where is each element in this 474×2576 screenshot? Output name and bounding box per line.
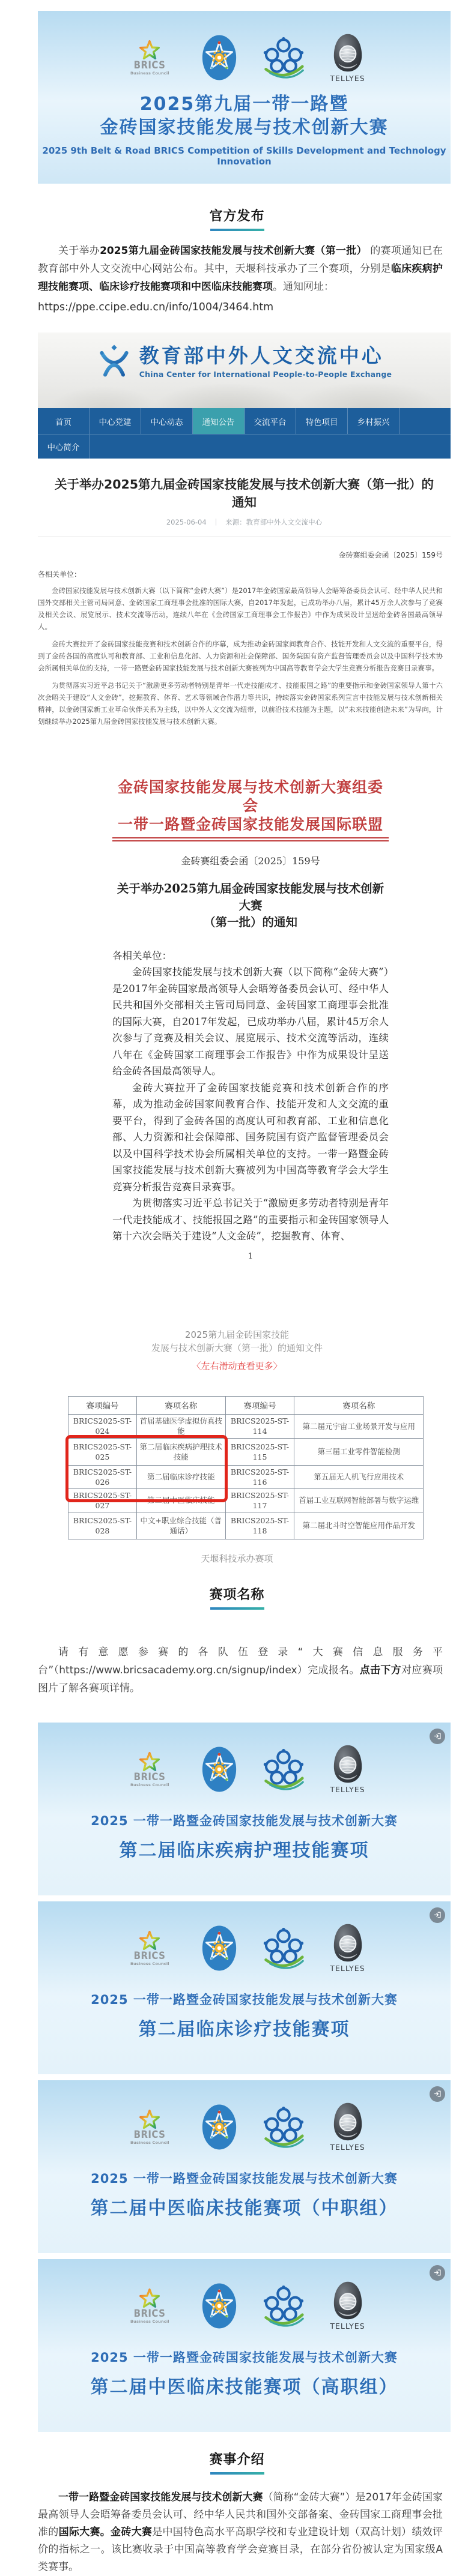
ccipe-logo-icon [97, 344, 132, 379]
letter-salutation: 各相关单位： [112, 950, 172, 961]
banner-tcm-secondary[interactable] [38, 2080, 451, 2253]
hero-subtitle-en: 2025 9th Belt & Road BRICS Competition of Skills Development and Technology Innovation [42, 145, 446, 167]
tellyes-wordmark: TELLYES [330, 73, 365, 83]
banner-event-title: 第二届临床疾病护理技能赛项 [119, 1840, 369, 1861]
announce-paragraph [38, 242, 443, 296]
brics-star-icon [139, 40, 160, 60]
banner-event-title: 第二届临床诊疗技能赛项 [138, 2018, 350, 2040]
official-letter-scan [112, 778, 389, 1261]
article-date: 2025-06-04 [166, 518, 207, 526]
nav-item-party: 中心党建 [90, 408, 141, 434]
cell-name: 第二届临床疾病护理技术技能 [136, 1438, 225, 1465]
letter-paragraph-1: 金砖国家技能发展与技术创新大赛（以下简称“金砖大赛”）是2017年金砖国家最高领导人会晤筹备委员会认可、经中华人民共和国外交部相关主管司局同意、金砖国家工商理事会批准的国际大赛，自2017年发起，已成功举办八届，累计45万余人次参与了竞赛及相关会议、展览展示、技术交流等活动，连续八年在《金砖国家工商理事会工作报告》中作为成果设计呈送给金砖各国最高领导人。 [112, 966, 389, 1077]
banner-event-title: 第二届中医临床技能赛项（中职组） [90, 2197, 398, 2219]
letter-org-line1: 金砖国家技能发展与技术创新大赛组委会 [117, 778, 383, 814]
banner-tcm-vocational[interactable] [38, 2259, 451, 2432]
enter-icon [430, 1729, 445, 1744]
tellyes-wordmark: TELLYES [330, 1785, 365, 1794]
brics-sub-wordmark: Business Council [130, 2140, 169, 2145]
col-header-code-2: 赛项编号 [225, 1396, 294, 1414]
nav-item-home: 首页 [38, 408, 90, 434]
section-official-release [0, 209, 474, 231]
announce-tail: 。通知网址： [273, 281, 334, 293]
section-title: 赛项名称 [209, 1587, 265, 1602]
brics-wordmark: BRICS [133, 59, 166, 71]
logo-row [38, 1723, 451, 1796]
section-event-intro [0, 2452, 474, 2475]
knot-emblem-icon [263, 37, 305, 79]
cell-code: BRICS2025-ST-025 [68, 1438, 137, 1465]
tellyes-wordmark: TELLYES [330, 2322, 365, 2331]
skills-competition-emblem-icon [201, 1924, 237, 1972]
site-article [38, 459, 451, 739]
brics-sub-wordmark: Business Council [130, 2319, 169, 2324]
cell-code: BRICS2025-ST-114 [225, 1414, 294, 1438]
brics-wordmark: BRICS [133, 2128, 166, 2141]
site-name: 教育部中外人文交流中心 [139, 343, 384, 367]
table-row [68, 1438, 424, 1465]
document-caption [0, 1328, 474, 1355]
col-header-name-1: 赛项名称 [136, 1396, 225, 1414]
letter-title-line2: （第一批）的通知 [203, 915, 297, 929]
cell-name: 第二届元宇宙工业场景开发与应用 [294, 1414, 424, 1438]
swipe-hint: 〈左右滑动查看更多〉 [192, 1360, 282, 1371]
knot-emblem-icon [263, 1748, 305, 1790]
banner-competition-line: 2025 一带一路暨金砖国家技能发展与技术创新大赛 [91, 1992, 398, 2007]
brics-wordmark: BRICS [133, 2307, 166, 2320]
announce-bold-competition: 2025第九届金砖国家技能发展与技术创新大赛（第一批） [100, 245, 367, 257]
cell-name: 中文+职业综合技能（普通话） [136, 1512, 225, 1539]
brics-star-icon [139, 2288, 160, 2308]
logo-row [38, 11, 451, 84]
notice-url: https://ppe.ccipe.edu.cn/info/1004/3464.htm [38, 301, 274, 313]
about-paragraph [38, 2489, 443, 2576]
site-nav [38, 408, 451, 434]
logo-row [38, 2080, 451, 2153]
cell-code: BRICS2025-ST-026 [68, 1465, 137, 1488]
enter-icon [430, 2265, 445, 2281]
tellyes-logo [330, 2102, 365, 2152]
cell-code: BRICS2025-ST-117 [225, 1488, 294, 1512]
letter-paragraph-2: 金砖大赛拉开了金砖国家技能竞赛和技术创新合作的序幕，成为推动金砖国家间教育合作、技能开发和人文交流的重要平台，得到了金砖各国的高度认可和教育部、工业和信息化部、人力资源和社会保障部、国务院国有资产监督管理委员会以及中国科学技术协会所属相关单位的支持。一带一路暨金砖国家技能发展与技术创新大赛被列为中国高等教育学会大学生竞赛分析报告竞赛目录赛事。 [112, 1082, 389, 1193]
brics-wordmark: BRICS [133, 1949, 166, 1962]
document-caption-line2: 发展与技术创新大赛（第一批）的通知文件 [151, 1342, 323, 1353]
event-schedule-table[interactable] [68, 1396, 424, 1539]
article-doc-number: 金砖赛组委会函〔2025〕159号 [338, 551, 443, 559]
knot-emblem-icon [263, 1927, 305, 1969]
skills-competition-emblem-icon [201, 2103, 237, 2151]
article-salutation: 各相关单位： [38, 570, 82, 579]
article-paragraph-3: 为贯彻落实习近平总书记关于“激励更多劳动者特别是青年一代走技能成才、技能报国之路”的重要指示和金砖国家领导人第十六次会晤关于建设“人文金砖”，挖掘教育、体育、艺术等领域合作潜力等共识，持续落实金砖国家系列宣言中技能发展与技术创新相关精神，以金砖国家新工业革命伙伴关系为主线，以中外人文交流为纽带，以前沿技术技能为主题，以“未来技能创造未来”为导向，计划继续举办2025第九届金砖国家技能发展与技术创新大赛。 [38, 681, 443, 726]
cell-code: BRICS2025-ST-118 [225, 1512, 294, 1539]
article-source: 来源：教育部中外人文交流中心 [225, 518, 323, 526]
letter-paragraph-3: 为贯彻落实习近平总书记关于“激励更多劳动者特别是青年一代走技能成才、技能报国之路”的重要指示和金砖国家领导人第十六次会晤关于建设“人文金砖”，挖掘教育、体育、 [112, 1197, 389, 1242]
site-name-en: China Center for International People-to-People Exchange [139, 369, 392, 379]
table-header-row [68, 1396, 424, 1414]
cell-name: 第二届北斗时空智能应用作品开发 [294, 1512, 424, 1539]
logo-row [38, 1901, 451, 1975]
nav-item-exchange: 交流平台 [245, 408, 296, 434]
banner-clinical-nursing[interactable] [38, 1723, 451, 1895]
enter-icon [430, 1907, 445, 1923]
col-header-name-2: 赛项名称 [294, 1396, 424, 1414]
about-text-1: （简称“金砖大赛”）是2017年金砖国家最高领导人会晤筹备委员会认可、经中华人民共和国外交部备案、金砖国家工商理事会批准的 [38, 2491, 443, 2538]
section-underline [210, 1607, 264, 1610]
tellyes-wordmark: TELLYES [330, 2143, 365, 2152]
tellyes-egg-icon [332, 33, 364, 73]
tellyes-logo [330, 1923, 365, 1973]
signup-tail: 对应赛项图片了解各赛项详情。 [38, 1664, 443, 1694]
site-brand [38, 333, 451, 379]
brics-wordmark: BRICS [133, 1771, 166, 1783]
document-caption-line1: 2025第九届金砖国家技能 [184, 1329, 290, 1340]
signup-bold: 点击下方 [359, 1664, 402, 1676]
cell-name: 首届工业互联网智能部署与数字运维 [294, 1488, 424, 1512]
nav-item-rural: 乡村振兴 [348, 408, 400, 434]
brics-star-icon [139, 2109, 160, 2129]
announce-lead: 关于举办 [58, 245, 100, 257]
subnav-item-about: 中心简介 [38, 435, 90, 459]
nav-item-notices-active: 通知公告 [193, 408, 245, 434]
article-paragraph-2: 金砖大赛拉开了金砖国家技能竞赛和技术创新合作的序幕，成为推动金砖国家间教育合作、技能开发和人文交流的重要平台，得到了金砖各国的高度认可和教育部、工业和信息化部、人力资源和社会保障部、国务院国有资产监督管理委员会以及中国科学技术协会所属相关单位的支持，一带一路暨金砖国家技能发展与技术创新大赛被列为中国高等教育学会大学生竞赛分析报告竞赛目录赛事。 [38, 640, 443, 672]
signup-lead: 请有意愿参赛的各队伍登录“大赛信息服务平台” [38, 1646, 443, 1676]
tellyes-egg-icon [332, 2102, 364, 2141]
about-bold-competition: 一带一路暨金砖国家技能发展与技术创新大赛 [58, 2491, 263, 2503]
knot-emblem-icon [263, 2285, 305, 2327]
brics-star-icon [139, 1930, 160, 1951]
table-row [68, 1488, 424, 1512]
brics-business-council-logo [123, 1751, 176, 1787]
brics-business-council-logo [123, 40, 176, 76]
brics-sub-wordmark: Business Council [130, 71, 169, 76]
section-title: 赛事介绍 [209, 2452, 265, 2467]
about-bold-international: 国际大赛。金砖大赛 [58, 2526, 153, 2538]
about-text-2: 是中国特色高水平高职学校和专业建设计划（双高计划）绩效评价的指标之一。该比赛收录于中国高等教育学会竞赛目录，在部分省份被认定为国家级A类赛事。 [38, 2526, 443, 2573]
enter-icon [430, 2086, 445, 2102]
article-meta [38, 517, 451, 527]
section-underline [210, 229, 264, 231]
banner-clinical-diagnosis[interactable] [38, 1901, 451, 2074]
brics-star-icon [139, 1751, 160, 1772]
letter-title [112, 880, 389, 931]
signup-mid: 完成报名。 [308, 1664, 360, 1676]
site-header [38, 333, 451, 408]
brics-business-council-logo [123, 2109, 176, 2145]
letter-doc-number: 金砖赛组委会函〔2025〕159号 [181, 855, 320, 867]
tellyes-logo [330, 2281, 365, 2331]
tellyes-egg-icon [332, 1744, 364, 1784]
announce-mid: 的赛项通知已在教育部中外人文交流中心网站公布。其中，天堰科技承办了三个赛项，分别是 [38, 245, 443, 275]
brics-business-council-logo [123, 1930, 176, 1966]
table-row [68, 1465, 424, 1488]
ccipe-website-screenshot [0, 333, 474, 739]
table-caption: 天堰科技承办赛项 [201, 1553, 273, 1564]
hero-title-line1: 2025第九届一带一路暨 [139, 94, 349, 115]
letter-org-line2: 一带一路暨金砖国家技能发展国际联盟 [117, 816, 383, 833]
banner-event-title: 第二届中医临床技能赛项（高职组） [90, 2376, 398, 2398]
signup-url: （https://www.bricsacademy.org.cn/signup/index） [53, 1664, 308, 1676]
banner-competition-line: 2025 一带一路暨金砖国家技能发展与技术创新大赛 [91, 2350, 398, 2365]
skills-competition-emblem-icon [201, 1745, 237, 1793]
letter-double-rule [112, 837, 389, 841]
tellyes-egg-icon [332, 1923, 364, 1963]
nav-item-programs: 特色项目 [296, 408, 348, 434]
cell-code: BRICS2025-ST-115 [225, 1438, 294, 1465]
article-meta-separator: ｜ [212, 518, 220, 526]
hero-title-line2: 金砖国家技能发展与技术创新大赛 [100, 117, 389, 138]
section-title: 官方发布 [209, 209, 265, 224]
cell-code: BRICS2025-ST-027 [68, 1488, 137, 1512]
tellyes-egg-icon [332, 2281, 364, 2320]
brics-sub-wordmark: Business Council [130, 1961, 169, 1966]
tellyes-logo [330, 33, 365, 83]
cell-name: 第三届工业零件智能检测 [294, 1438, 424, 1465]
banner-competition-line: 2025 一带一路暨金砖国家技能发展与技术创新大赛 [91, 1813, 398, 1828]
signup-paragraph [38, 1643, 443, 1697]
cell-name: 首届基础医学虚拟仿真技能 [136, 1414, 225, 1438]
cell-code: BRICS2025-ST-028 [68, 1512, 137, 1539]
announce-bold-events: 临床疾病护理技能赛项、临床诊疗技能赛项和中医临床技能赛项 [38, 263, 443, 293]
brics-sub-wordmark: Business Council [130, 1782, 169, 1787]
logo-row [38, 2259, 451, 2332]
cell-code: BRICS2025-ST-116 [225, 1465, 294, 1488]
cell-name: 第二届中医临床技能 [136, 1488, 225, 1512]
knot-emblem-icon [263, 2106, 305, 2148]
brics-business-council-logo [123, 2288, 176, 2324]
col-header-code-1: 赛项编号 [68, 1396, 137, 1414]
tellyes-wordmark: TELLYES [330, 1964, 365, 1973]
section-event-names [0, 1587, 474, 1610]
hero-banner [38, 11, 451, 184]
event-banner-list [0, 1723, 474, 2432]
letter-title-line1: 关于举办2025第九届金砖国家技能发展与技术创新大赛 [117, 882, 384, 912]
cell-name: 第五届无人机飞行应用技术 [294, 1465, 424, 1488]
nav-filler [400, 408, 451, 434]
nav-item-news: 中心动态 [141, 408, 193, 434]
section-underline [210, 2472, 264, 2475]
skills-competition-emblem-icon [201, 2282, 237, 2330]
article-paragraph-1: 金砖国家技能发展与技术创新大赛（以下简称“金砖大赛”）是2017年金砖国家最高领导人会晤筹备委员会认可、经中华人民共和国外交部相关主管司局同意、金砖国家工商理事会批准的国际大赛，自2017年发起，已成功举办八届，累计45万余人次参与了竞赛及相关会议、展览展示、技术交流等活动，连续八年在《金砖国家工商理事会工作报告》中作为成果设计呈送给金砖各国最高领导人。 [38, 586, 443, 631]
article-title: 关于举办2025第九届金砖国家技能发展与技术创新大赛（第一批）的通知 [54, 477, 434, 510]
letter-page-number: 1 [248, 1251, 254, 1261]
skills-competition-emblem-icon [201, 34, 237, 82]
cell-name: 第二届临床诊疗技能 [136, 1465, 225, 1488]
site-subnav [38, 434, 451, 459]
subnav-filler [90, 435, 451, 459]
tellyes-logo [330, 1744, 365, 1794]
cell-code: BRICS2025-ST-024 [68, 1414, 137, 1438]
banner-competition-line: 2025 一带一路暨金砖国家技能发展与技术创新大赛 [91, 2171, 398, 2186]
table-row [68, 1512, 424, 1539]
table-row [68, 1414, 424, 1438]
